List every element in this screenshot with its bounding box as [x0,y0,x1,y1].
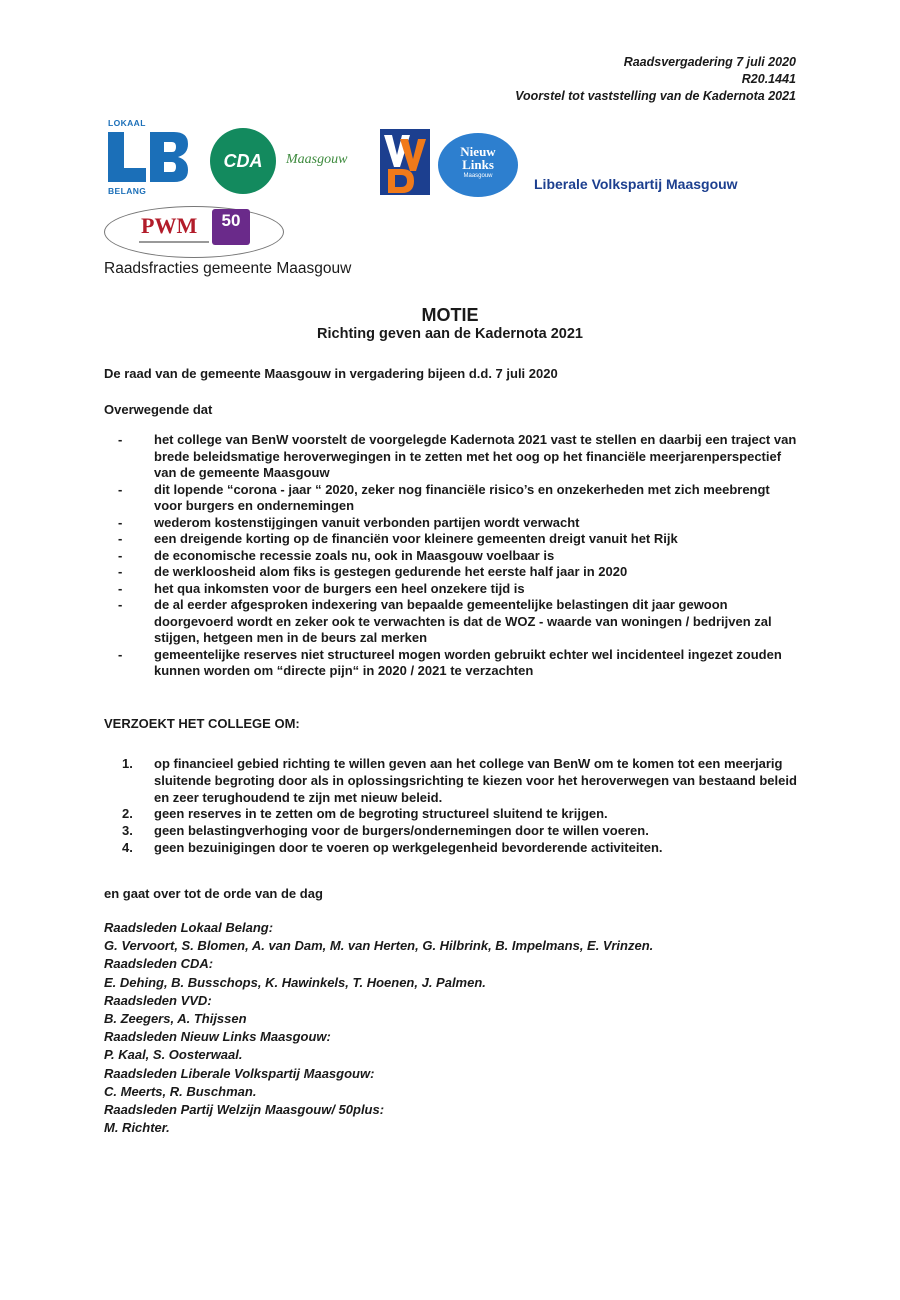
list-item-number: 4. [122,839,133,855]
list-item [118,840,798,857]
party-name: Raadsleden Partij Welzijn Maasgouw/ 50plus: [104,1102,385,1118]
member-names: M. Richter. [104,1120,170,1136]
overwegende-heading: Overwegende dat [104,402,213,417]
fifty-plus-text: PLUS [316,231,335,238]
list-item: - de economische recessie zoals nu, ook in Maasgouw voelbaar is [118,548,798,565]
list-item [118,806,798,823]
cda-logo-text: CDA [223,150,263,171]
meeting-date: Raadsvergadering 7 juli 2020 [623,55,796,69]
pwm-logo-line [139,241,209,243]
intro-sentence: De raad van de gemeente Maasgouw in vergadering bijeen d.d. 7 juli 2020 [104,366,558,381]
lokaal-belang-logo-bottom-text: BELANG [108,186,147,196]
list-item: - wederom kostenstijgingen vanuit verbonden partijen wordt verwacht [118,515,798,532]
party-name: Raadsleden Liberale Volkspartij Maasgouw: [104,1065,375,1081]
fifty-plus-number: 50 [221,211,241,230]
verzoekt-list [118,756,798,857]
document-subtitle: Richting geven aan de Kadernota 2021 [317,326,583,342]
lokaal-belang-logo-top-text: LOKAAL [108,118,146,128]
nieuw-links-logo-line1: Nieuw [460,144,496,159]
document-meta [515,54,796,105]
list-item: - gemeentelijke reserves niet structureel mogen worden gebruikt echter wel incidenteel ingezet zouden kunnen worden om “directe pijn“ in 2020 / 2021 te verzachten [118,647,798,680]
party-name: Raadsleden Lokaal Belang: [104,920,274,935]
member-names: B. Zeegers, A. Thijssen [104,1011,247,1027]
list-item-text: geen bezuinigingen door te voeren op werkgelegenheid bevorderende activiteiten. [154,839,663,855]
pwm-logo [104,206,284,258]
list-item: - het qua inkomsten voor de burgers een heel onzekere tijd is [118,581,798,598]
reference-number: R20.1441 [741,72,796,86]
fracties-heading: Raadsfracties gemeente Maasgouw [104,260,352,277]
nieuw-links-logo-line3: Maasgouw [463,173,493,179]
list-item-text: geen reserves in te zetten om de begroting structureel sluitend te krijgen. [154,806,608,822]
party-name: Raadsleden VVD: [104,992,212,1008]
proposal-title: Voorstel tot vaststelling van de Kadernota 2021 [515,89,796,103]
list-item-text: geen belastingverhoging voor de burgers/ondernemingen door te willen voeren. [154,823,649,839]
list-item [118,756,798,806]
list-item [118,823,798,840]
document-title: MOTIE [421,305,479,325]
fifty-plus-logo [212,209,335,245]
overwegende-list [118,432,798,680]
lb-mark-icon [108,132,188,186]
cda-logo-subtitle: Maasgouw [286,152,348,167]
list-item: - een dreigende korting op de financiën voor kleinere gemeenten dreigt vanuit het Rijk [118,531,798,548]
pwm-logo-text: PWM [141,213,198,238]
list-item-number: 1. [122,756,133,771]
list-item: - dit lopende “corona - jaar “ 2020, zeker nog financiële risico’s en onzekerheden met zich meebrengt voor burgers en ondernemingen [118,482,798,515]
closing-sentence: en gaat over tot de orde van de dag [104,886,323,901]
liberale-volkspartij-logo: Liberale Volkspartij Maasgouw [534,176,738,192]
vvd-mark-icon [380,129,430,195]
list-item-number: 2. [122,806,133,822]
member-names: P. Kaal, S. Oosterwaal. [104,1047,243,1063]
vvd-logo [380,129,430,195]
lokaal-belang-logo [108,118,188,198]
list-item: - de al eerder afgesproken indexering van bepaalde gemeentelijke belastingen dit jaar gewoon doorgevoerd wordt en zeker ook te verwachten is dat de WOZ - waarde van woningen / bedrijven zal stijgen, hetgeen men in de beurs zal merken [118,597,798,647]
list-item-number: 3. [122,823,133,839]
list-item: - het college van BenW voorstelt de voorgelegde Kadernota 2021 vast te stellen en daarbij een traject van brede beleidsmatige heroverwegingen in te zetten met het oog op het financiële meerjarenperspectief van de gemeente Maasgouw [118,432,798,482]
member-names: E. Dehing, B. Busschops, K. Hawinkels, T. Hoenen, J. Palmen. [104,974,486,990]
member-names: G. Vervoort, S. Blomen, A. van Dam, M. van Herten, G. Hilbrink, B. Impelmans, E. Vrinzen. [104,938,654,954]
party-name: Raadsleden Nieuw Links Maasgouw: [104,1029,331,1045]
member-names: C. Meerts, R. Buschman. [104,1083,257,1099]
cda-logo [210,128,276,194]
verzoekt-heading: VERZOEKT HET COLLEGE OM: [104,716,300,731]
nieuw-links-logo-line2: Links [462,157,494,172]
list-item: - de werkloosheid alom fiks is gestegen gedurende het eerste half jaar in 2020 [118,564,798,581]
party-name: Raadsleden CDA: [104,956,214,972]
nieuw-links-logo [438,133,518,197]
list-item-text: op financieel gebied richting te willen geven aan het college van BenW om te komen tot een meerjarig sluitende begroting door als in oplossingsrichting te kiezen voor het heroverwegen van bestaand beleid en zeer terughoudend te zijn met nieuw beleid. [154,756,797,805]
signatories [104,919,824,1137]
